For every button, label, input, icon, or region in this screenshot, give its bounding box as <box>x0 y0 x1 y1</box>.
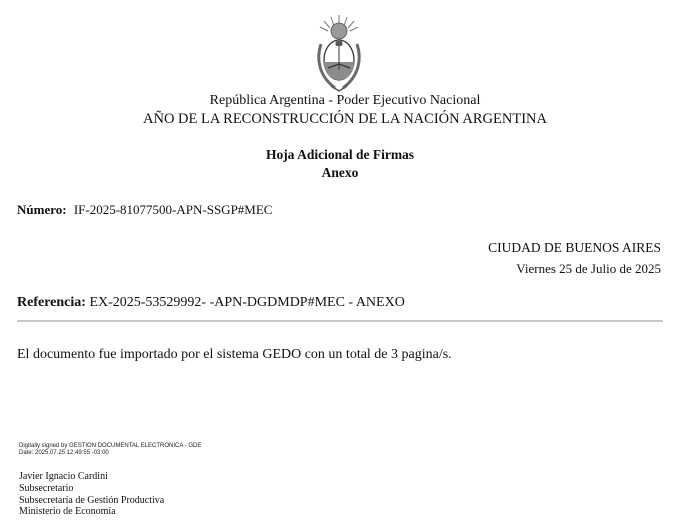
document-body: El documento fue importado por el sistema GEDO con un total de 3 pagina/s. <box>17 347 452 362</box>
digital-signature-date: Date: 2025.07.25 12:49:55 -03:00 <box>19 450 109 456</box>
document-number-value: IF-2025-81077500-APN-SSGP#MEC <box>73 202 273 217</box>
government-header: República Argentina - Poder Ejecutivo Nacional <box>209 93 481 108</box>
document-subtitle: Anexo <box>321 165 359 180</box>
document-number-row <box>17 202 272 218</box>
divider <box>17 320 663 322</box>
signer-office: Subsecretaría de Gestión Productiva <box>19 495 165 506</box>
signer-ministry: Ministerio de Economía <box>19 506 116 517</box>
year-motto: AÑO DE LA RECONSTRUCCIÓN DE LA NACIÓN ARGENTINA <box>143 111 547 127</box>
document-title: Hoja Adicional de Firmas <box>265 147 415 162</box>
digital-signature-line: Digitally signed by GESTION DOCUMENTAL ELECTRONICA - GDE <box>19 443 202 449</box>
document-date: Viernes 25 de Julio de 2025 <box>516 261 661 276</box>
city: CIUDAD DE BUENOS AIRES <box>488 240 661 255</box>
reference-value: EX-2025-53529992- -APN-DGDMDP#MEC - ANEXO <box>89 295 405 310</box>
signer-role: Subsecretario <box>19 483 74 494</box>
reference-label: Referencia: <box>17 295 86 310</box>
signer-name: Javier Ignacio Cardini <box>19 471 108 482</box>
document-number-label: Número: <box>17 202 67 217</box>
national-coat-of-arms-icon <box>313 14 365 94</box>
reference-row <box>17 295 405 311</box>
